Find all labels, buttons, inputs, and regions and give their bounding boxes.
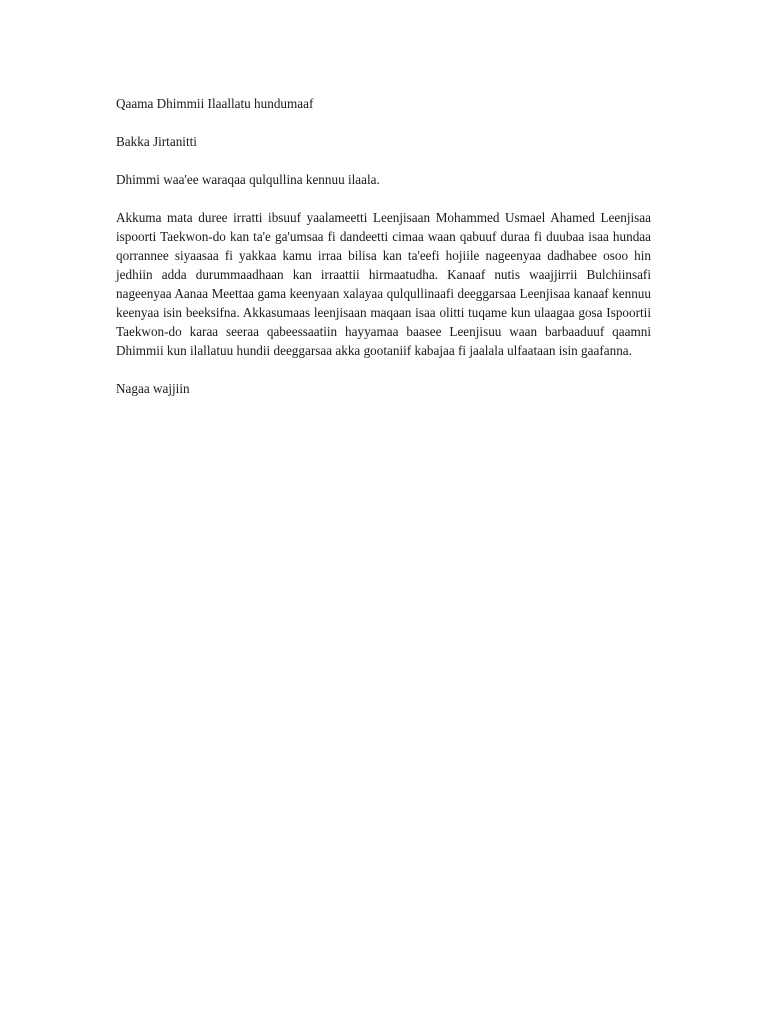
letter-recipient: Qaama Dhimmii Ilaallatu hundumaaf (116, 96, 314, 111)
letter-page (116, 94, 651, 417)
letter-body: Akkuma mata duree irratti ibsuuf yaalameetti Leenjisaan Mohammed Usmael Ahamed Leenjisaa ispoorti Taekwon-do kan ta'e ga'umsaa fi dandeetti cimaa waan qabuuf duraa fi duubaa isaa hundaa qorrannee siyaasaa fi yakkaa kamu irraa bilisa kan ta'eefi hojiile nageenyaa dadhabee osoo hin jedhiin adda durummaadhaan kan irraattii hirmaatudha. Kanaaf nutis waajjirrii Bulchiinsafi nageenyaa Aanaa Meettaa gama keenyaan xalayaa qulqullinaafi deeggarsaa Leenjisaa kanaaf kennuu keenyaa isin beeksifna. Akkasumaas leenjisaan maqaan isaa olitti tuqame kun ulaagaa gosa Ispoortii Taekwon-do karaa seeraa qabeessaatiin hayyamaa baasee Leenjisuu waan barbaaduuf qaamni Dhimmii kun ilallatuu hundii deeggarsaa akka gootaniif kabajaa fi jaalala ulfaataan isin gaafanna. (116, 210, 651, 358)
letter-address: Bakka Jirtanitti (116, 134, 197, 149)
letter-closing: Nagaa wajjiin (116, 381, 190, 396)
letter-subject: Dhimmi waa'ee waraqaa qulqullina kennuu ilaala. (116, 172, 380, 187)
